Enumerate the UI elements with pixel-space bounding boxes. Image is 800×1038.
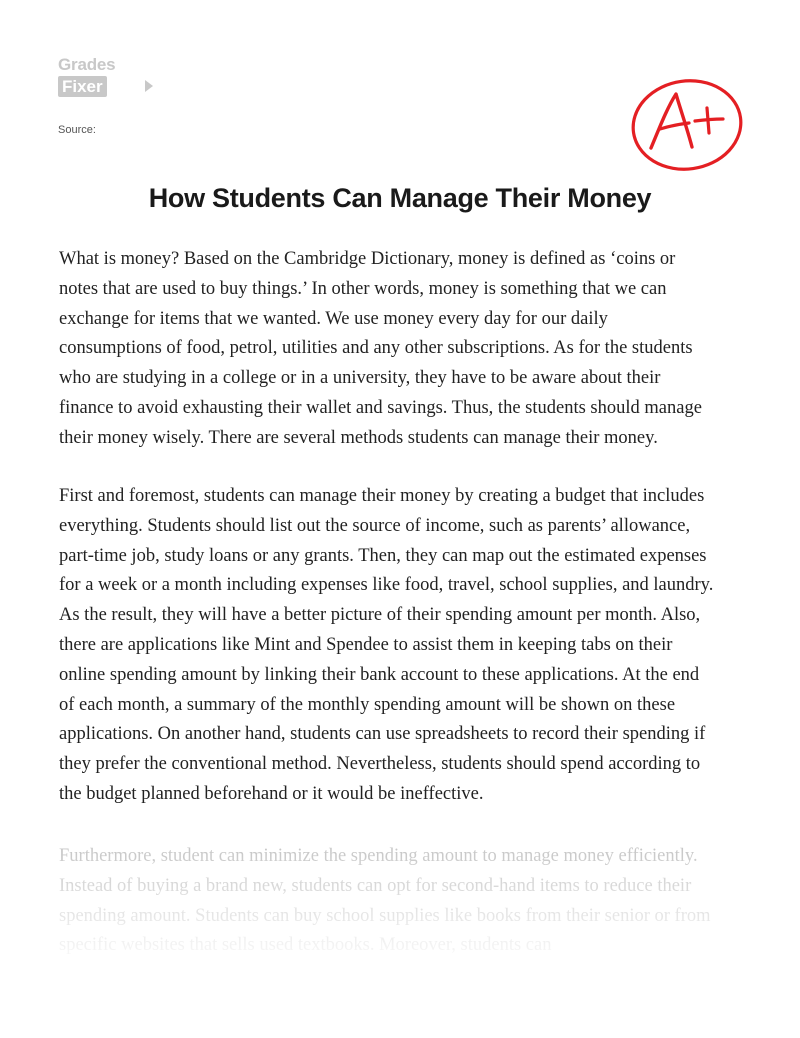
logo-arrow-icon	[145, 80, 153, 92]
text-line: online spending amount by linking their bank account to these applications. At the end	[59, 664, 700, 685]
source-label: Source:	[58, 124, 96, 136]
text-line: the budget planned beforehand or it would be ineffective.	[59, 783, 484, 804]
paragraph-1	[59, 245, 749, 454]
text-line: exchange for items that we wanted. We use money every day for our daily	[59, 308, 608, 329]
text-line: there are applications like Mint and Spendee to assist them in keeping tabs on their	[59, 634, 673, 655]
text-line: What is money? Based on the Cambridge Dictionary, money is defined as ‘coins or	[59, 249, 676, 269]
text-line: of each month, a summary of the monthly spending amount will be shown on these	[59, 694, 676, 715]
text-line: everything. Students should list out the source of income, such as parents’ allowance,	[59, 515, 691, 536]
text-line: As the result, they will have a better picture of their spending amount per month. Also,	[59, 605, 701, 626]
text-line: their money wisely. There are several methods students can manage their money.	[59, 427, 658, 448]
text-line: consumptions of food, petrol, utilities and any other subscriptions. As for the students	[59, 338, 693, 359]
essay-title: How Students Can Manage Their Money	[148, 183, 652, 213]
paragraph-2	[59, 482, 749, 810]
text-line: who are studying in a college or in a university, they have to be aware about their	[59, 368, 661, 389]
grade-a-plus-stamp	[625, 74, 749, 174]
text-line: notes that are used to buy things.’ In other words, money is something that we can	[59, 278, 667, 299]
text-line: First and foremost, students can manage their money by creating a budget that includes	[59, 486, 705, 506]
text-line: finance to avoid exhausting their wallet and savings. Thus, the students should manage	[59, 397, 702, 418]
logo-text-fixer: Fixer	[58, 76, 107, 97]
logo-text-grades: Grades	[58, 55, 116, 74]
text-line: they prefer the conventional method. Nevertheless, students should spend according to	[59, 754, 701, 775]
fade-overlay	[0, 836, 800, 1038]
text-line: applications. On another hand, students can use spreadsheets to record their spending if	[59, 724, 706, 745]
gradesfixer-logo[interactable]	[58, 56, 158, 102]
text-line: for a week or a month including expenses like food, travel, school supplies, and laundry.	[59, 575, 714, 596]
text-line: part-time job, study loans or any grants. Then, they can map out the estimated expenses	[59, 545, 707, 566]
